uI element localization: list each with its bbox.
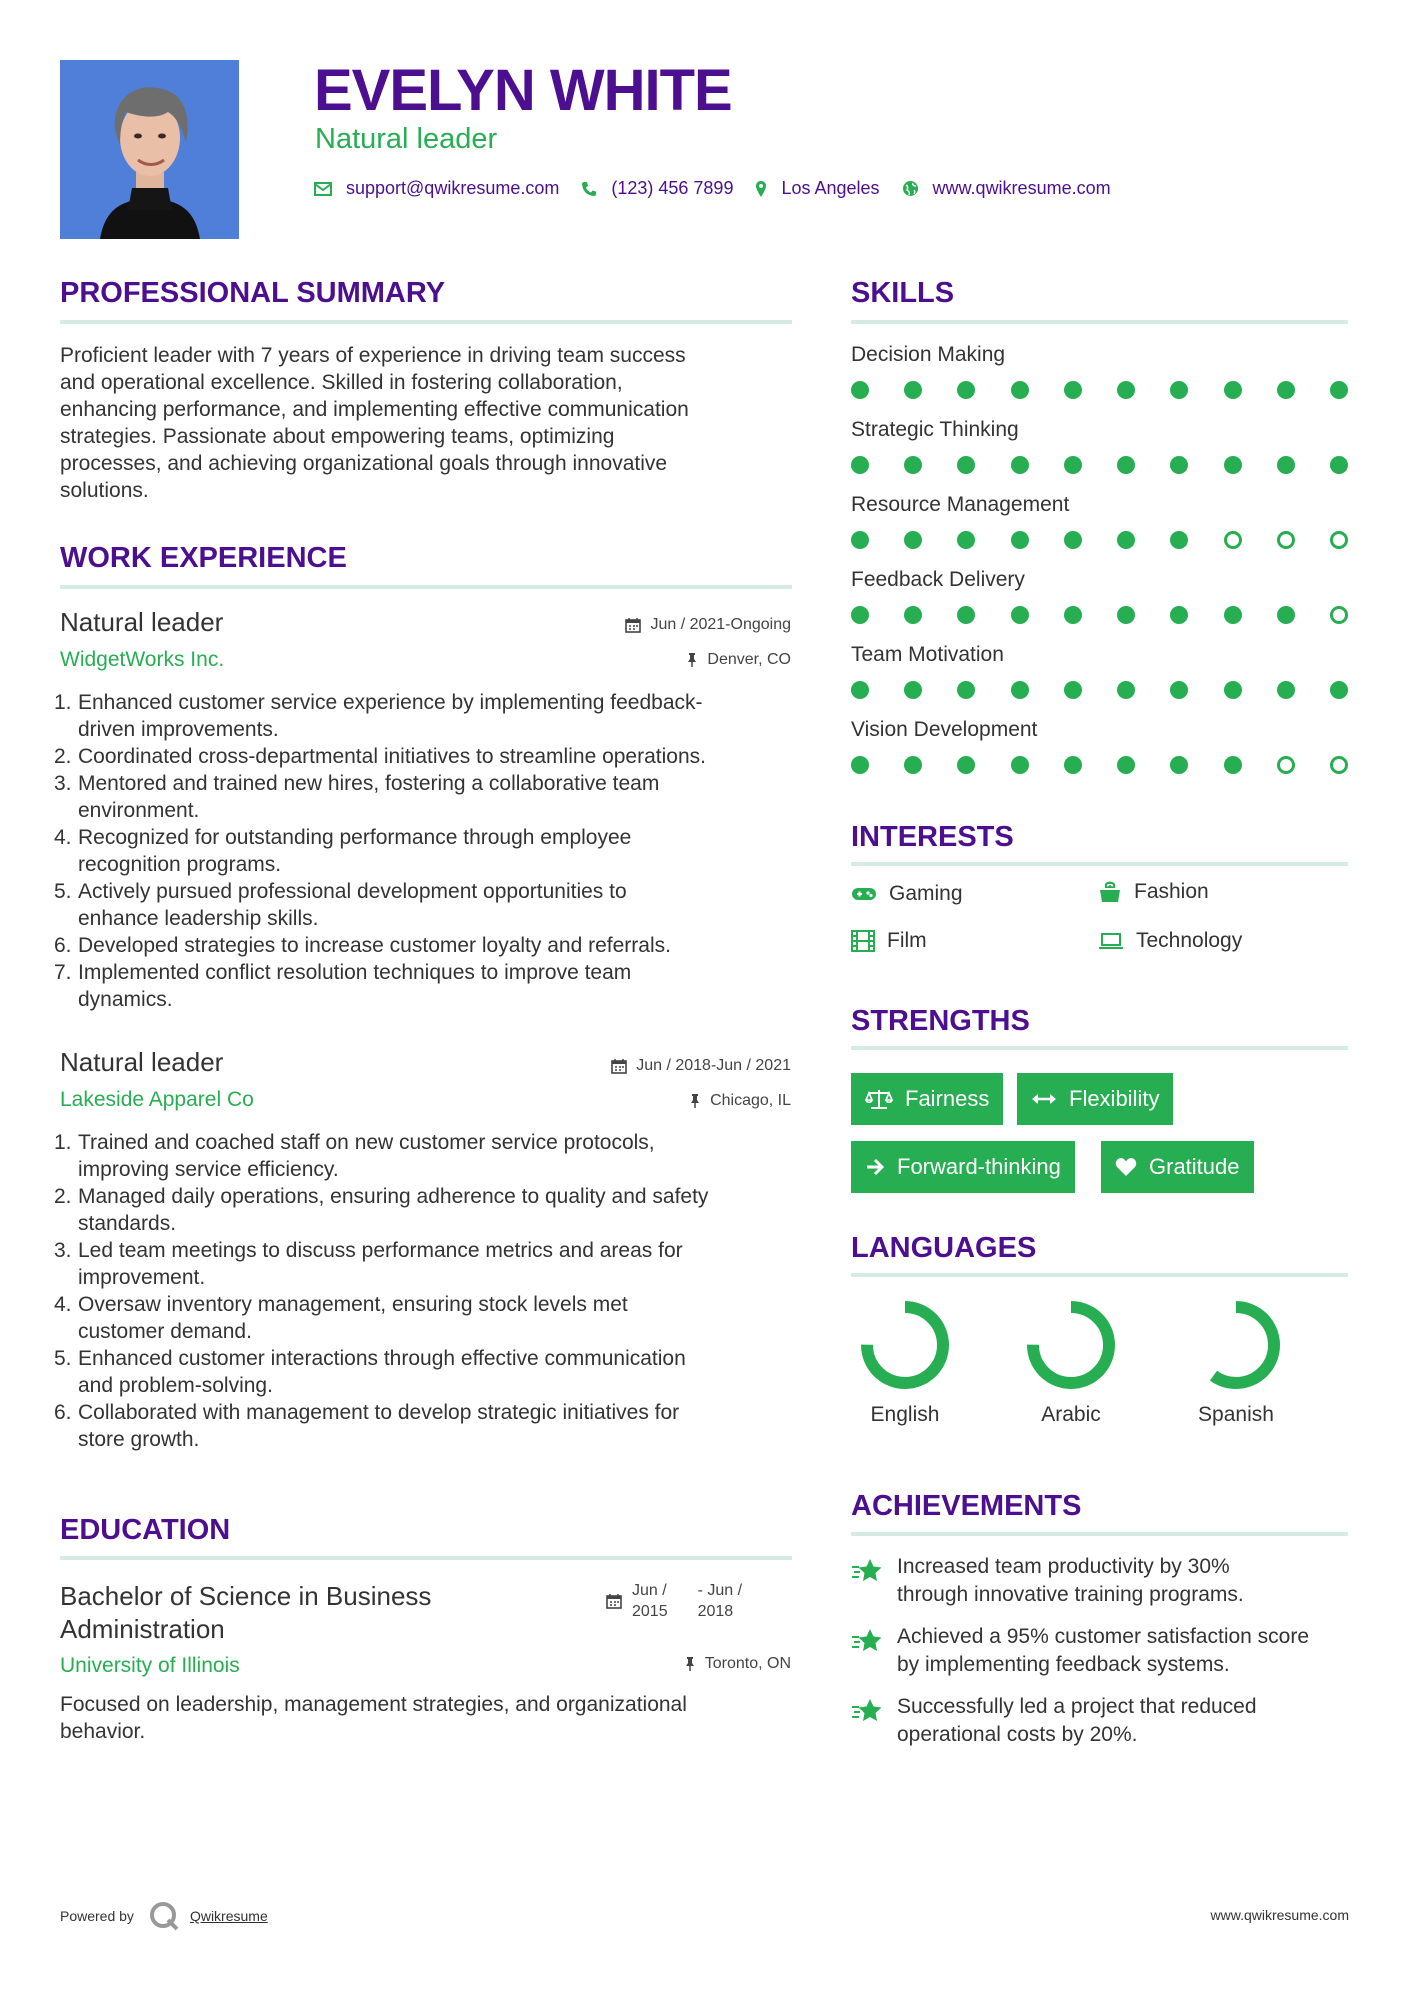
phone-icon — [581, 181, 597, 197]
list-item: 3. Mentored and trained new hires, fostering a collaborative team environment. — [54, 772, 660, 822]
language-name: Arabic — [1041, 1403, 1101, 1426]
rating-dot-filled — [851, 681, 869, 699]
contact-phone[interactable] — [581, 178, 733, 199]
footer-powered-by — [60, 1900, 268, 1932]
gamepad-icon — [851, 886, 877, 902]
strength-tag — [1101, 1141, 1254, 1193]
education-heading: EDUCATION — [60, 1514, 231, 1546]
summary-heading: PROFESSIONAL SUMMARY — [60, 277, 446, 309]
rating-dot-filled — [957, 681, 975, 699]
rating-dot-filled — [851, 381, 869, 399]
envelope-icon — [314, 182, 332, 196]
rating-dot-filled — [1224, 456, 1242, 474]
rating-dot-filled — [1277, 456, 1295, 474]
job-location-text: Denver, CO — [707, 651, 791, 668]
list-item: 1. Trained and coached staff on new customer service protocols, improving service efficiency. — [54, 1131, 655, 1181]
rating-dot-filled — [1117, 531, 1135, 549]
job-date — [625, 616, 791, 634]
rating-dot-filled — [904, 681, 922, 699]
rating-dot-filled — [1330, 381, 1348, 399]
contact-phone-text: (123) 456 7899 — [611, 178, 734, 198]
languages-divider — [851, 1273, 1348, 1277]
rating-dot-filled — [1277, 381, 1295, 399]
language-level-arc — [1033, 1307, 1109, 1383]
rating-dot-filled — [1064, 606, 1082, 624]
achievements-divider — [851, 1532, 1348, 1536]
rating-dot-empty — [1224, 531, 1242, 549]
work-heading: WORK EXPERIENCE — [60, 542, 347, 574]
footer-website[interactable]: www.qwikresume.com — [1210, 1907, 1349, 1923]
rating-dot-filled — [1011, 756, 1029, 774]
summary-line: processes, and achieving organizational goals through innovative — [60, 452, 668, 475]
strength-label: Forward-thinking — [897, 1154, 1061, 1179]
globe-icon — [902, 180, 919, 197]
language-item — [845, 1301, 965, 1427]
rating-dot-empty — [1330, 531, 1348, 549]
heart-icon — [1115, 1157, 1137, 1177]
rating-dot-filled — [1011, 381, 1029, 399]
achievements-heading: ACHIEVEMENTS — [851, 1490, 1082, 1522]
languages-heading: LANGUAGES — [851, 1232, 1037, 1264]
list-item: 5. Enhanced customer interactions through effective communication and problem-solving. — [54, 1347, 686, 1397]
summary-line: Proficient leader with 7 years of experience in driving team success — [60, 344, 686, 367]
language-name: Spanish — [1198, 1403, 1274, 1426]
rating-dot-filled — [1170, 531, 1188, 549]
strengths-divider — [851, 1046, 1348, 1050]
rating-dot-filled — [1117, 456, 1135, 474]
job-date — [611, 1057, 791, 1075]
rating-dot-filled — [904, 756, 922, 774]
candidate-name: EVELYN WHITE — [314, 58, 732, 123]
list-item: 7. Implemented conflict resolution techniques to improve team dynamics. — [54, 961, 632, 1011]
rating-dot-filled — [1277, 681, 1295, 699]
list-item: 2. Managed daily operations, ensuring adherence to quality and safety standards. — [54, 1185, 709, 1235]
rating-dot-filled — [1117, 681, 1135, 699]
rating-dot-filled — [851, 606, 869, 624]
rating-dot-filled — [1117, 606, 1135, 624]
interest-label: Fashion — [1134, 880, 1209, 903]
arrow-right-icon — [865, 1157, 885, 1177]
rating-dot-filled — [1170, 381, 1188, 399]
rating-dot-filled — [1170, 681, 1188, 699]
interest-technology — [1098, 929, 1242, 953]
contact-website[interactable] — [902, 178, 1111, 199]
rating-dot-filled — [1011, 531, 1029, 549]
interest-label: Film — [887, 929, 927, 952]
job-bullets — [54, 689, 794, 1013]
language-progress-ring — [1027, 1301, 1115, 1389]
pushpin-icon — [686, 652, 698, 668]
rating-dot-filled — [1224, 606, 1242, 624]
skills-heading: SKILLS — [851, 277, 955, 309]
strength-tag — [1017, 1073, 1173, 1125]
rating-dot-filled — [1064, 681, 1082, 699]
strengths-heading: STRENGTHS — [851, 1005, 1030, 1037]
job-company: WidgetWorks Inc. — [60, 648, 225, 671]
achievement-item: Successfully led a project that reduced operational costs by 20%. — [851, 1693, 1351, 1749]
interest-film — [851, 929, 927, 953]
contact-website-text: www.qwikresume.com — [932, 178, 1111, 198]
education-description: Focused on leadership, management strategies, and organizational behavior. — [60, 1693, 687, 1743]
laptop-icon — [1098, 931, 1124, 951]
rating-dot-filled — [1011, 456, 1029, 474]
rating-dot-filled — [1117, 381, 1135, 399]
list-item: 4. Recognized for outstanding performance through employee recognition programs. — [54, 826, 632, 876]
list-item: 1. Enhanced customer service experience by implementing feedback- driven improvements. — [54, 691, 703, 741]
rating-dot-filled — [957, 756, 975, 774]
rating-dot-filled — [1224, 381, 1242, 399]
balance-scale-icon — [865, 1088, 893, 1110]
job-title: Natural leader — [60, 1047, 224, 1077]
job-company: Lakeside Apparel Co — [60, 1088, 254, 1111]
calendar-icon — [625, 617, 641, 633]
skill-rating — [851, 531, 1348, 549]
strength-tag — [851, 1141, 1075, 1193]
education-location — [684, 1655, 791, 1673]
language-item — [1011, 1301, 1131, 1427]
interests-divider — [851, 862, 1348, 866]
skill-rating — [851, 381, 1348, 399]
map-marker-icon — [755, 180, 767, 198]
job-location — [686, 651, 791, 669]
skill-name: Strategic Thinking — [851, 418, 1019, 441]
interest-label: Gaming — [889, 882, 963, 905]
work-divider — [60, 585, 792, 589]
achievement-item: Increased team productivity by 30% through innovative training programs. — [851, 1553, 1351, 1609]
rating-dot-filled — [1277, 606, 1295, 624]
summary-line: enhancing performance, and implementing effective communication — [60, 398, 689, 421]
education-degree: Bachelor of Science in Business Administration — [60, 1581, 432, 1644]
language-progress-ring — [861, 1301, 949, 1389]
rating-dot-filled — [851, 456, 869, 474]
rating-dot-filled — [1011, 681, 1029, 699]
skill-rating — [851, 456, 1348, 474]
language-level-arc — [1198, 1307, 1274, 1383]
language-progress-ring — [1192, 1301, 1280, 1389]
rating-dot-filled — [957, 381, 975, 399]
achievement-item: Achieved a 95% customer satisfaction score by implementing feedback systems. — [851, 1623, 1351, 1679]
pushpin-icon — [684, 1656, 696, 1672]
language-level-arc — [867, 1307, 943, 1383]
education-school: University of Illinois — [60, 1654, 240, 1677]
summary-divider — [60, 320, 792, 324]
strength-tag — [851, 1073, 1003, 1125]
job-location — [689, 1092, 791, 1110]
rating-dot-filled — [904, 456, 922, 474]
calendar-icon — [611, 1058, 627, 1074]
contact-location-text: Los Angeles — [781, 178, 880, 198]
rating-dot-filled — [1330, 681, 1348, 699]
arrows-horizontal-icon — [1031, 1092, 1057, 1106]
rating-dot-filled — [904, 531, 922, 549]
profile-photo — [60, 60, 239, 239]
rating-dot-filled — [1224, 756, 1242, 774]
contact-location — [755, 178, 879, 199]
rating-dot-filled — [904, 381, 922, 399]
rating-dot-filled — [957, 606, 975, 624]
pushpin-icon — [689, 1093, 701, 1109]
list-item: 3. Led team meetings to discuss performance metrics and areas for improvement. — [54, 1239, 683, 1289]
education-divider — [60, 1556, 792, 1560]
qwikresume-logo-icon — [148, 1900, 180, 1932]
rating-dot-empty — [1277, 756, 1295, 774]
job-location-text: Chicago, IL — [710, 1092, 791, 1109]
rating-dot-filled — [1170, 456, 1188, 474]
rating-dot-filled — [1064, 756, 1082, 774]
skill-name: Vision Development — [851, 718, 1038, 741]
contact-email-text: support@qwikresume.com — [346, 178, 560, 198]
skill-name: Decision Making — [851, 343, 1006, 366]
skill-rating — [851, 756, 1348, 774]
summary-line: and operational excellence. Skilled in fostering collaboration, — [60, 371, 623, 394]
skill-name: Feedback Delivery — [851, 568, 1025, 591]
qwikresume-link[interactable]: Qwikresume — [189, 1908, 268, 1924]
strength-label: Fairness — [905, 1086, 990, 1111]
rating-dot-filled — [1224, 681, 1242, 699]
rating-dot-filled — [1170, 756, 1188, 774]
skill-name: Team Motivation — [851, 643, 1004, 666]
rating-dot-filled — [1170, 606, 1188, 624]
job-date-text: Jun / 2021-Ongoing — [650, 616, 791, 633]
interest-fashion — [1098, 880, 1209, 904]
candidate-subtitle: Natural leader — [315, 123, 498, 155]
star-achievement-icon — [851, 1627, 883, 1655]
summary-text — [60, 342, 792, 504]
rating-dot-empty — [1330, 756, 1348, 774]
star-achievement-icon — [851, 1557, 883, 1585]
list-item: 2. Coordinated cross-departmental initiatives to streamline operations. — [54, 745, 706, 768]
summary-line: solutions. — [60, 479, 149, 502]
rating-dot-filled — [1064, 381, 1082, 399]
rating-dot-filled — [1330, 456, 1348, 474]
film-icon — [851, 930, 875, 952]
skills-divider — [851, 320, 1348, 324]
contact-email[interactable] — [314, 178, 559, 199]
rating-dot-empty — [1330, 606, 1348, 624]
rating-dot-filled — [851, 756, 869, 774]
rating-dot-filled — [957, 531, 975, 549]
rating-dot-filled — [904, 606, 922, 624]
rating-dot-filled — [851, 531, 869, 549]
list-item: 4. Oversaw inventory management, ensuring stock levels met customer demand. — [54, 1293, 628, 1343]
strength-label: Flexibility — [1069, 1086, 1160, 1111]
rating-dot-filled — [1011, 606, 1029, 624]
interest-label: Technology — [1136, 929, 1243, 952]
education-location-text: Toronto, ON — [704, 1655, 791, 1672]
list-item: 6. Developed strategies to increase customer loyalty and referrals. — [54, 934, 671, 957]
rating-dot-filled — [957, 456, 975, 474]
interests-heading: INTERESTS — [851, 821, 1014, 853]
language-item — [1176, 1301, 1296, 1427]
star-achievement-icon — [851, 1697, 883, 1725]
summary-line: strategies. Passionate about empowering teams, optimizing — [60, 425, 615, 448]
skill-rating — [851, 681, 1348, 699]
skill-name: Resource Management — [851, 493, 1070, 516]
shopping-bag-icon — [1098, 880, 1122, 904]
strength-label: Gratitude — [1149, 1154, 1240, 1179]
interest-gaming — [851, 882, 963, 906]
rating-dot-empty — [1277, 531, 1295, 549]
contact-bar — [314, 178, 1133, 199]
education-date: Jun / 2015 - Jun / 2018 — [606, 1580, 742, 1622]
language-name: English — [870, 1403, 940, 1426]
job-bullets — [54, 1129, 794, 1453]
rating-dot-filled — [1064, 531, 1082, 549]
skill-rating — [851, 606, 1348, 624]
powered-by-text: Powered by — [60, 1908, 134, 1924]
list-item: 5. Actively pursued professional development opportunities to enhance leadership skills. — [54, 880, 627, 930]
job-date-text: Jun / 2018-Jun / 2021 — [636, 1057, 791, 1074]
rating-dot-filled — [1064, 456, 1082, 474]
list-item: 6. Collaborated with management to develop strategic initiatives for store growth. — [54, 1401, 680, 1451]
rating-dot-filled — [1117, 756, 1135, 774]
calendar-icon — [606, 1593, 622, 1609]
job-title: Natural leader — [60, 607, 224, 637]
